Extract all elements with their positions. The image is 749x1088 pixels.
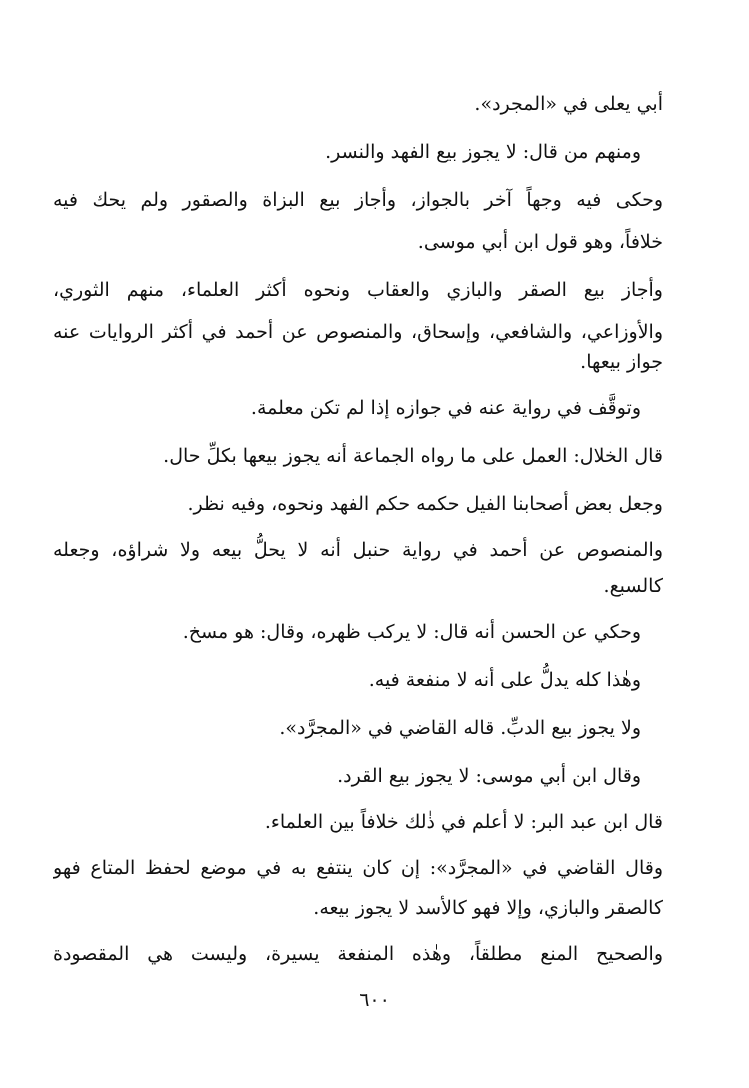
text-line-9: قال الخلال: العمل على ما رواه الجماعة أنه يجوز بيعها بكلِّ حال. <box>163 445 663 467</box>
text-line-4: خلافاً، وهو قول ابن أبي موسى. <box>417 231 663 253</box>
page-number: ٦٠٠ <box>359 989 390 1011</box>
text-line-20: والصحيح المنع مطلقاً، وهٰذه المنفعة يسيرة، وليست هي المقصودة <box>53 943 663 965</box>
text-line-11: والمنصوص عن أحمد في رواية حنبل أنه لا يحلُّ بيعه ولا شراؤه، وجعله <box>53 539 663 561</box>
text-line-15: ولا يجوز بيع الدبِّ. قاله القاضي في «المجرَّد». <box>279 717 641 739</box>
text-line-14: وهٰذا كله يدلُّ على أنه لا منفعة فيه. <box>368 669 641 691</box>
text-line-17: قال ابن عبد البر: لا أعلم في ذٰلك خلافاً بين العلماء. <box>264 811 663 833</box>
text-line-1: أبي يعلى في «المجرد». <box>474 93 663 115</box>
text-line-8: وتوقَّف في رواية عنه في جوازه إذا لم تكن معلمة. <box>250 397 641 419</box>
text-line-18: وقال القاضي في «المجرَّد»: إن كان ينتفع به في موضع لحفظ المتاع فهو <box>53 857 663 879</box>
text-line-6: والأوزاعي، والشافعي، وإسحاق، والمنصوص عن أحمد في أكثر الروايات عنه <box>53 321 663 343</box>
text-line-16: وقال ابن أبي موسى: لا يجوز بيع القرد. <box>337 765 641 787</box>
text-line-12: كالسبع. <box>603 575 663 597</box>
text-line-7: جواز بيعها. <box>580 351 663 373</box>
text-line-13: وحكي عن الحسن أنه قال: لا يركب ظهره، وقال: هو مسخ. <box>182 621 641 643</box>
text-line-19: كالصقر والبازي، وإلا فهو كالأسد لا يجوز بيعه. <box>313 897 663 919</box>
text-line-2: ومنهم من قال: لا يجوز بيع الفهد والنسر. <box>325 141 641 163</box>
text-line-3: وحكى فيه وجهاً آخر بالجواز، وأجاز بيع البزاة والصقور ولم يحك فيه <box>53 189 663 211</box>
text-line-10: وجعل بعض أصحابنا الفيل حكمه حكم الفهد ونحوه، وفيه نظر. <box>187 493 663 515</box>
text-line-5: وأجاز بيع الصقر والبازي والعقاب ونحوه أكثر العلماء، منهم الثوري، <box>53 279 663 301</box>
